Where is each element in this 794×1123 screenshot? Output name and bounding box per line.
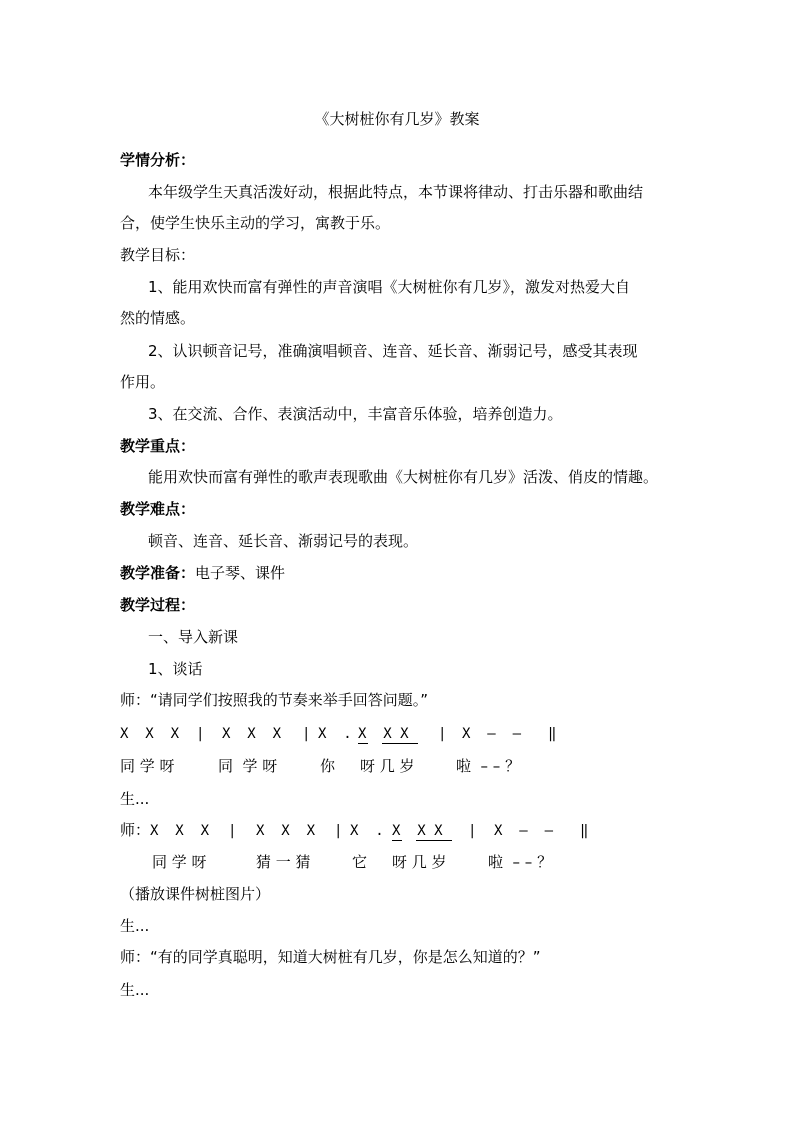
lyric-1-word-2: 同 学 呀 [218, 757, 278, 775]
key-points-heading: 教学重点： [120, 437, 196, 455]
process-heading: 教学过程： [120, 596, 196, 614]
key-points-body: 能用欢快而富有弹性的歌声表现歌曲《大树桩你有几岁》活泼、俏皮的情趣。 [148, 468, 659, 486]
note-line: （播放课件树桩图片） [120, 885, 271, 903]
lyric-2-word-5: 啦 – – ？ [488, 853, 553, 871]
lyric-1-word-5: 啦 – – ？ [456, 757, 521, 775]
rhythm-1-barline-3: | [438, 726, 447, 742]
process-sub-1: 1、谈话 [148, 660, 203, 678]
rhythm-2-barline-3: | [468, 823, 477, 839]
rhythm-1-measure-1: X X X [120, 726, 180, 742]
rhythm-2-underline-a [392, 840, 402, 841]
student-response-2: 生... [120, 917, 150, 935]
lyric-2-word-2: 猜 一 猜 [256, 853, 311, 871]
rhythm-1-measure-2: X X X [222, 726, 282, 742]
rhythm-1-underline-b [382, 743, 418, 744]
rhythm-2-end-barline: ‖ [580, 823, 589, 839]
lyric-1-word-3: 你 [320, 757, 336, 775]
analysis-heading: 学情分析： [120, 151, 196, 169]
student-response-3: 生... [120, 981, 150, 999]
analysis-body-line-1: 本年级学生天真活泼好动，根据此特点，本节课将律动、打击乐器和歌曲结 [148, 183, 644, 201]
preparation-line [120, 563, 285, 583]
teacher-line-2: 师：“有的同学真聪明，知道大树桩有几岁，你是怎么知道的？” [120, 948, 541, 966]
goal-2-line-1: 2、认识顿音记号，准确演唱顿音、连音、延长音、渐弱记号，感受其表现 [148, 342, 638, 360]
rhythm-1-measure-3-dotted: X . [318, 726, 352, 742]
rhythm-2-measure-2: X X X [256, 823, 316, 839]
difficulties-body: 顿音、连音、延长音、渐弱记号的表现。 [148, 532, 419, 550]
goal-3: 3、在交流、合作、表演活动中，丰富音乐体验，培养创造力。 [148, 405, 563, 423]
rhythm-2-underline-b [416, 840, 452, 841]
rhythm-1-end-barline: ‖ [548, 726, 557, 742]
rhythm-1-measure-3-eighths: X X X [358, 726, 409, 742]
lyric-1-word-1: 同 学 呀 [120, 757, 175, 775]
rhythm-2-measure-4: X – – [494, 823, 554, 839]
preparation-body: 电子琴、课件 [195, 564, 286, 582]
document-title: 《大树桩你有几岁》教案 [314, 110, 480, 128]
rhythm-2-measure-3-dotted: X . [350, 823, 384, 839]
lyric-2-word-3: 它 [352, 853, 368, 871]
rhythm-2-measure-1: X X X [150, 823, 210, 839]
rhythm-1-measure-4: X – – [462, 726, 522, 742]
teacher-prefix: 师： [120, 821, 151, 839]
lyric-2-word-1: 同 学 呀 [152, 853, 207, 871]
rhythm-2-barline-1: | [228, 823, 237, 839]
lyric-2-word-4: 呀 几 岁 [392, 853, 447, 871]
rhythm-1-barline-2: | [302, 726, 311, 742]
goal-1-line-1: 1、能用欢快而富有弹性的声音演唱《大树桩你有几岁》，激发对热爱大自 [148, 278, 631, 296]
goal-2-line-2: 作用。 [120, 373, 166, 391]
lyric-1-word-4: 呀 几 岁 [360, 757, 415, 775]
goals-heading: 教学目标： [120, 246, 196, 264]
rhythm-1-underline-a [358, 743, 368, 744]
analysis-body-line-2: 合，使学生快乐主动的学习，寓教于乐。 [120, 214, 391, 232]
teacher-line-1: 师：“请同学们按照我的节奏来举手回答问题。” [120, 691, 429, 709]
rhythm-2-barline-2: | [334, 823, 343, 839]
student-response-1: 生... [120, 790, 150, 808]
process-step-1: 一、导入新课 [148, 628, 239, 646]
preparation-heading: 教学准备： [120, 564, 196, 582]
difficulties-heading: 教学难点： [120, 500, 196, 518]
rhythm-2-measure-3-eighths: X X X [392, 823, 443, 839]
goal-1-line-2: 然的情感。 [120, 309, 196, 327]
rhythm-1-barline-1: | [196, 726, 205, 742]
